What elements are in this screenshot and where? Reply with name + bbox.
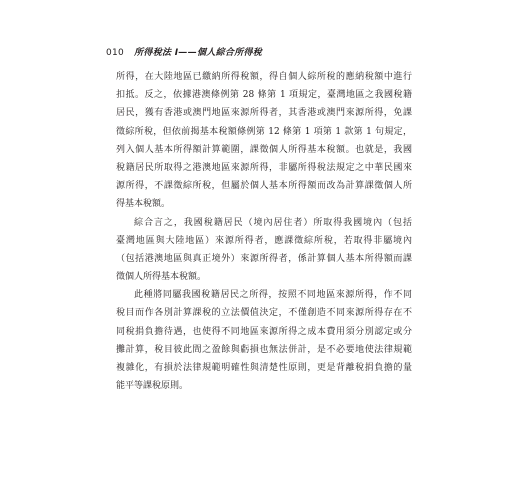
text-line: 源所得，不課徵綜所稅，但屬於個人基本所得額而改為計算課徵個人所 [116,181,412,192]
text-line: 列入個人基本所得額計算範圍，課徵個人所得基本稅額。也就是，我國 [116,144,412,155]
header-separator: —— [178,48,197,58]
text-line: 稅籍居民所取得之港澳地區來源所得，非屬所得稅法規定之中華民國來 [116,162,412,173]
text-line: 臺灣地區與大陸地區）來源所得者，應課徵綜所稅，若取得非屬境內 [116,235,412,246]
paragraph-3 [116,286,412,395]
text-line: 同稅捐負擔待遇，也使得不同地區來源所得之成本費用須分別認定或分 [116,326,412,337]
text-line: （包括港澳地區與真正境外）來源所得者，係計算個人基本所得額而課 [116,253,412,264]
body-text [116,68,412,395]
text-line: 徵個人所得基本稅額。 [116,272,207,283]
page-number: 010 [106,48,125,58]
paragraph-2 [116,214,412,287]
running-header [106,47,262,59]
text-line: 徵綜所稅，但依前揭基本稅額條例第 12 條第 1 項第 1 款第 1 句規定， [116,126,412,137]
text-line: 居民，獲有香港或澳門地區來源所得者，其香港或澳門來源所得，免課 [116,108,412,119]
chapter-title: 個人綜合所得稅 [197,48,263,58]
text-line: 複雜化，有損於法律規範明確性與清楚性原則，更是背離稅捐負擔的量 [116,363,412,373]
text-line: 扣抵。反之，依據港澳條例第 28 條第 1 項規定，臺灣地區之我國稅籍 [116,90,412,101]
text-line: 綜合言之，我國稅籍居民（境內居住者）所取得我國境內（包括 [134,217,412,228]
paragraph-1 [116,68,412,214]
book-title: 所得稅法 I [134,48,179,58]
text-line: 得基本稅額。 [116,199,171,210]
text-line: 能平等課稅原則。 [116,381,189,392]
text-line: 稅目而作各別計算課稅的立法價值決定，不僅創造不同來源所得存在不 [116,308,412,319]
text-line: 所得，在大陸地區已繳納所得稅額，得自個人綜所稅的應納稅額中進行 [116,72,412,82]
text-line: 此種將同屬我國稅籍居民之所得，按照不同地區來源所得，作不同 [134,290,412,301]
text-line: 攤計算，稅目彼此間之盈餘與虧損也無法併計，是不必要地使法律規範 [116,344,412,355]
